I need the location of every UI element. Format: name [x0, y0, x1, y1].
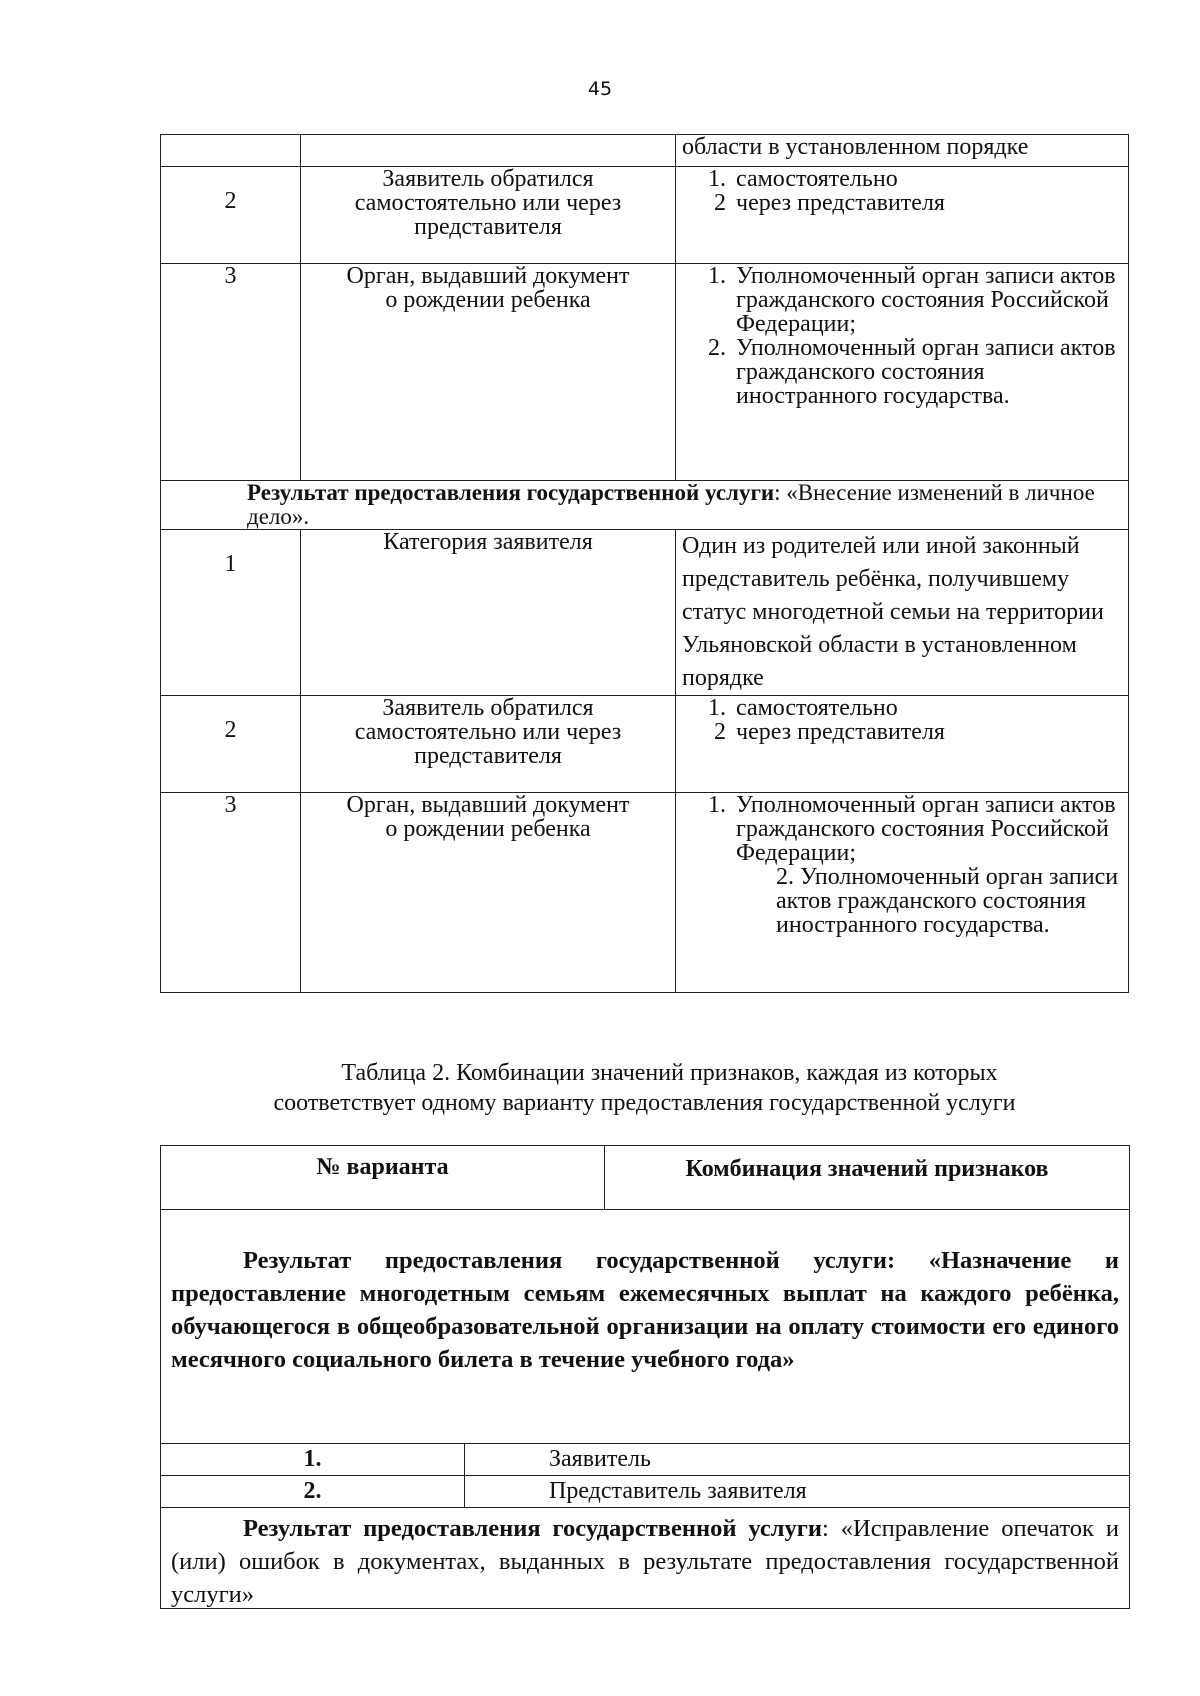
table-row [161, 167, 1129, 264]
variants-table [160, 1145, 1130, 1609]
category-value: Один из родителей или иной законный представитель ребёнка, получившему статус многодетной семьи на территории Ульяновской области в установленном порядке [676, 530, 1129, 696]
attribute-label: Орган, выдавший документ о рождении ребенка [301, 793, 676, 993]
row-number: 2 [161, 696, 301, 793]
category-value-continued: области в установленном порядке [676, 135, 1129, 167]
row-number: 2 [161, 167, 301, 264]
page-number: 45 [587, 78, 613, 100]
table-row [161, 793, 1129, 993]
attribute-label: Заявитель обратился самостоятельно или через представителя [301, 696, 676, 793]
row-number: 3 [161, 264, 301, 481]
row-number: 3 [161, 793, 301, 993]
option-two: 2. Уполномоченный орган записи актов гражданского состояния иностранного государства. [776, 864, 1119, 938]
table-row: 1. Заявитель [161, 1444, 1129, 1476]
result-row: Результат предоставления государственной услуги: «Внесение изменений в личное дело». [161, 481, 1129, 530]
table-header [161, 1146, 1129, 1210]
combination-header: Комбинация значений признаков [685, 1156, 1049, 1182]
table-row [161, 264, 1129, 481]
attribute-options: 1. Уполномоченный орган записи актов гражданского состояния Российской Федерации; 2. Уполномоченный орган записи актов гражданского состояния иностранного государства. [676, 793, 1129, 993]
attribute-options: 1. Уполномоченный орган записи актов гражданского состояния Российской Федерации; 2. Уполномоченный орган записи актов гражданского состояния иностранного государства. [676, 264, 1129, 481]
result-row: Результат предоставления государственной услуги: «Исправление опечаток и (или) ошибок в документах, выданных в результате предоставления государственной услуги» [171, 1515, 1119, 1608]
variant-number-header: № варианта [161, 1146, 605, 1209]
row-number: 1 [161, 530, 301, 696]
attribute-options: 1. самостоятельно 2 через представителя [676, 167, 1129, 264]
table-row: 2. Представитель заявителя [161, 1476, 1129, 1508]
attribute-label: Категория заявителя [301, 530, 676, 696]
table-row [161, 530, 1129, 696]
table-row [161, 481, 1129, 530]
table-row [161, 135, 1129, 167]
table-row [161, 696, 1129, 793]
attribute-label: Заявитель обратился самостоятельно или через представителя [301, 167, 676, 264]
attribute-label: Орган, выдавший документ о рождении ребенка [301, 264, 676, 481]
attribute-options: 1. самостоятельно 2 через представителя [676, 696, 1129, 793]
attributes-table [160, 134, 1129, 993]
result-row: Результат предоставления государственной услуги: «Назначение и предоставление многодетным семьям ежемесячных выплат на каждого ребёнка, обучающегося в общеобразовательной организации на оплату стоимости его единого месячного социального билета в течение учебного года» [161, 1210, 1129, 1444]
table2-caption: Таблица 2. Комбинации значений признаков, каждая из которых соответствует одному варианту предоставления государственной услуги [273, 1060, 1016, 1116]
